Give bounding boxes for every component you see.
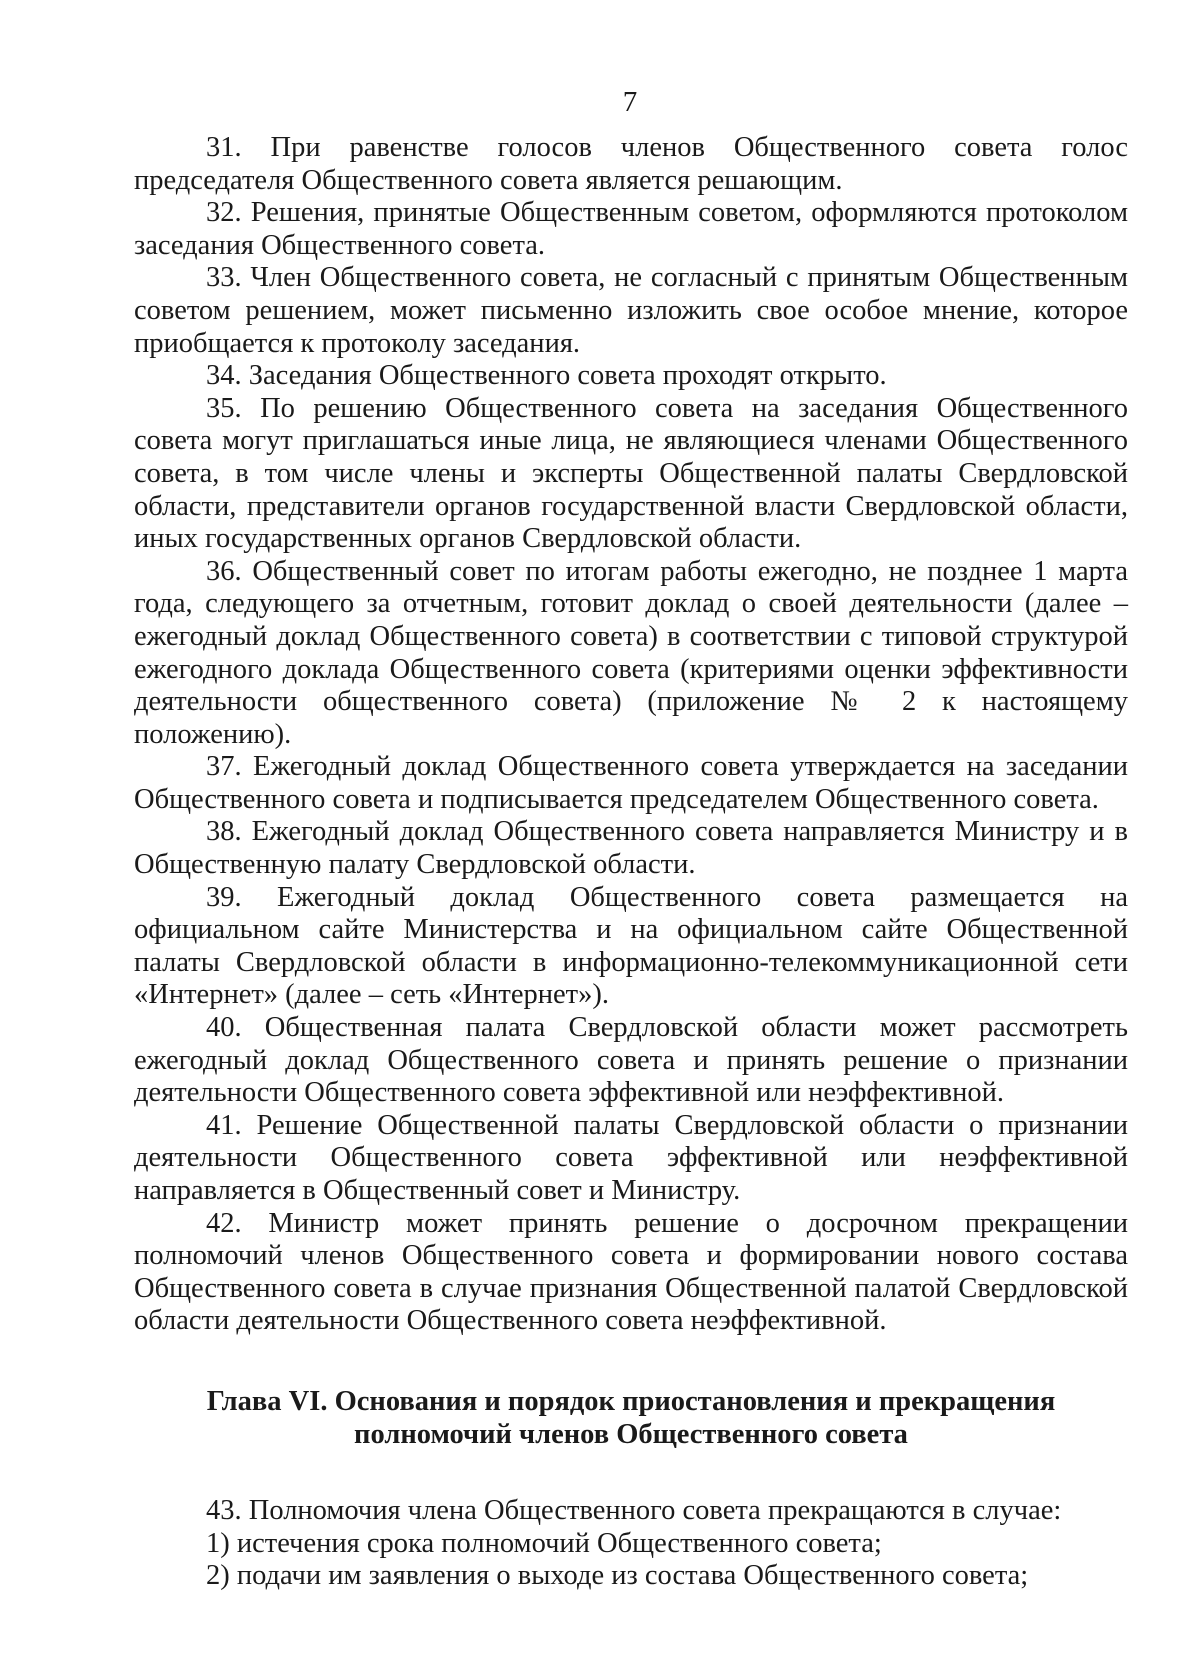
- paragraph-40: 40. Общественная палата Свердловской области может рассмотреть ежегодный доклад Общественного совета и принять решение о признании деятельности Общественного совета эффективной или неэффективной.: [134, 1012, 1128, 1109]
- list-item-2: 2) подачи им заявления о выходе из состава Общественного совета;: [206, 1560, 1029, 1592]
- paragraph-38: 38. Ежегодный доклад Общественного совета направляется Министру и в Общественную палату Свердловской области.: [134, 816, 1128, 881]
- paragraph-42: 42. Министр может принять решение о досрочном прекращении полномочий членов Общественного совета и формировании нового состава Общественного совета в случае признания Общественной палатой Свердловской области деятельности Общественного совета неэффективной.: [134, 1207, 1128, 1337]
- paragraph-32: 32. Решения, принятые Общественным советом, оформляются протоколом заседания Общественного совета.: [134, 197, 1128, 261]
- paragraph-41: 41. Решение Общественной палаты Свердловской области о признании деятельности Общественного совета эффективной или неэффективной направляется в Общественный совет и Министру.: [134, 1109, 1128, 1206]
- paragraph-37: 37. Ежегодный доклад Общественного совета утверждается на заседании Общественного совета и подписывается председателем Общественного совета.: [134, 751, 1128, 815]
- paragraph-33: 33. Член Общественного совета, не согласный с принятым Общественным советом решением, может письменно изложить свое особое мнение, которое приобщается к протоколу заседания.: [134, 262, 1128, 359]
- paragraph-35: 35. По решению Общественного совета на заседания Общественного совета могут приглашаться иные лица, не являющиеся членами Общественного совета, в том числе члены и эксперты Общественной палаты Свердловской области, представители органов государственной власти Свердловской области, иных государственных органов Свердловской области.: [134, 392, 1128, 555]
- page-number: 7: [622, 86, 638, 118]
- paragraph-31: 31. При равенстве голосов членов Общественного совета голос председателя Общественного совета является решающим.: [134, 132, 1128, 196]
- chapter-heading-line-2: полномочий членов Общественного совета: [354, 1418, 908, 1450]
- paragraph-43: 43. Полномочия члена Общественного совета прекращаются в случае:: [206, 1495, 1062, 1527]
- paragraph-34: 34. Заседания Общественного совета проходят открыто.: [206, 360, 887, 392]
- paragraph-39: 39. Ежегодный доклад Общественного совета размещается на официальном сайте Министерства и на официальном сайте Общественной палаты Свердловской области в информационно-телекоммуникационной сети «Интернет» (далее – сеть «Интернет»).: [134, 881, 1128, 1011]
- document-body: [134, 132, 1128, 1593]
- paragraph-36: 36. Общественный совет по итогам работы ежегодно, не позднее 1 марта года, следующего за отчетным, готовит доклад о своей деятельности (далее – ежегодный доклад Общественного совета) в соответствии с типовой структурой ежегодного доклада Общественного совета (критериями оценки эффективности деятельности общественного совета) (приложение № 2 к настоящему положению).: [134, 555, 1128, 750]
- chapter-heading: [134, 1386, 1128, 1451]
- list-item-1: 1) истечения срока полномочий Общественного совета;: [206, 1527, 882, 1559]
- chapter-heading-line-1: Глава VI. Основания и порядок приостановления и прекращения: [206, 1385, 1056, 1417]
